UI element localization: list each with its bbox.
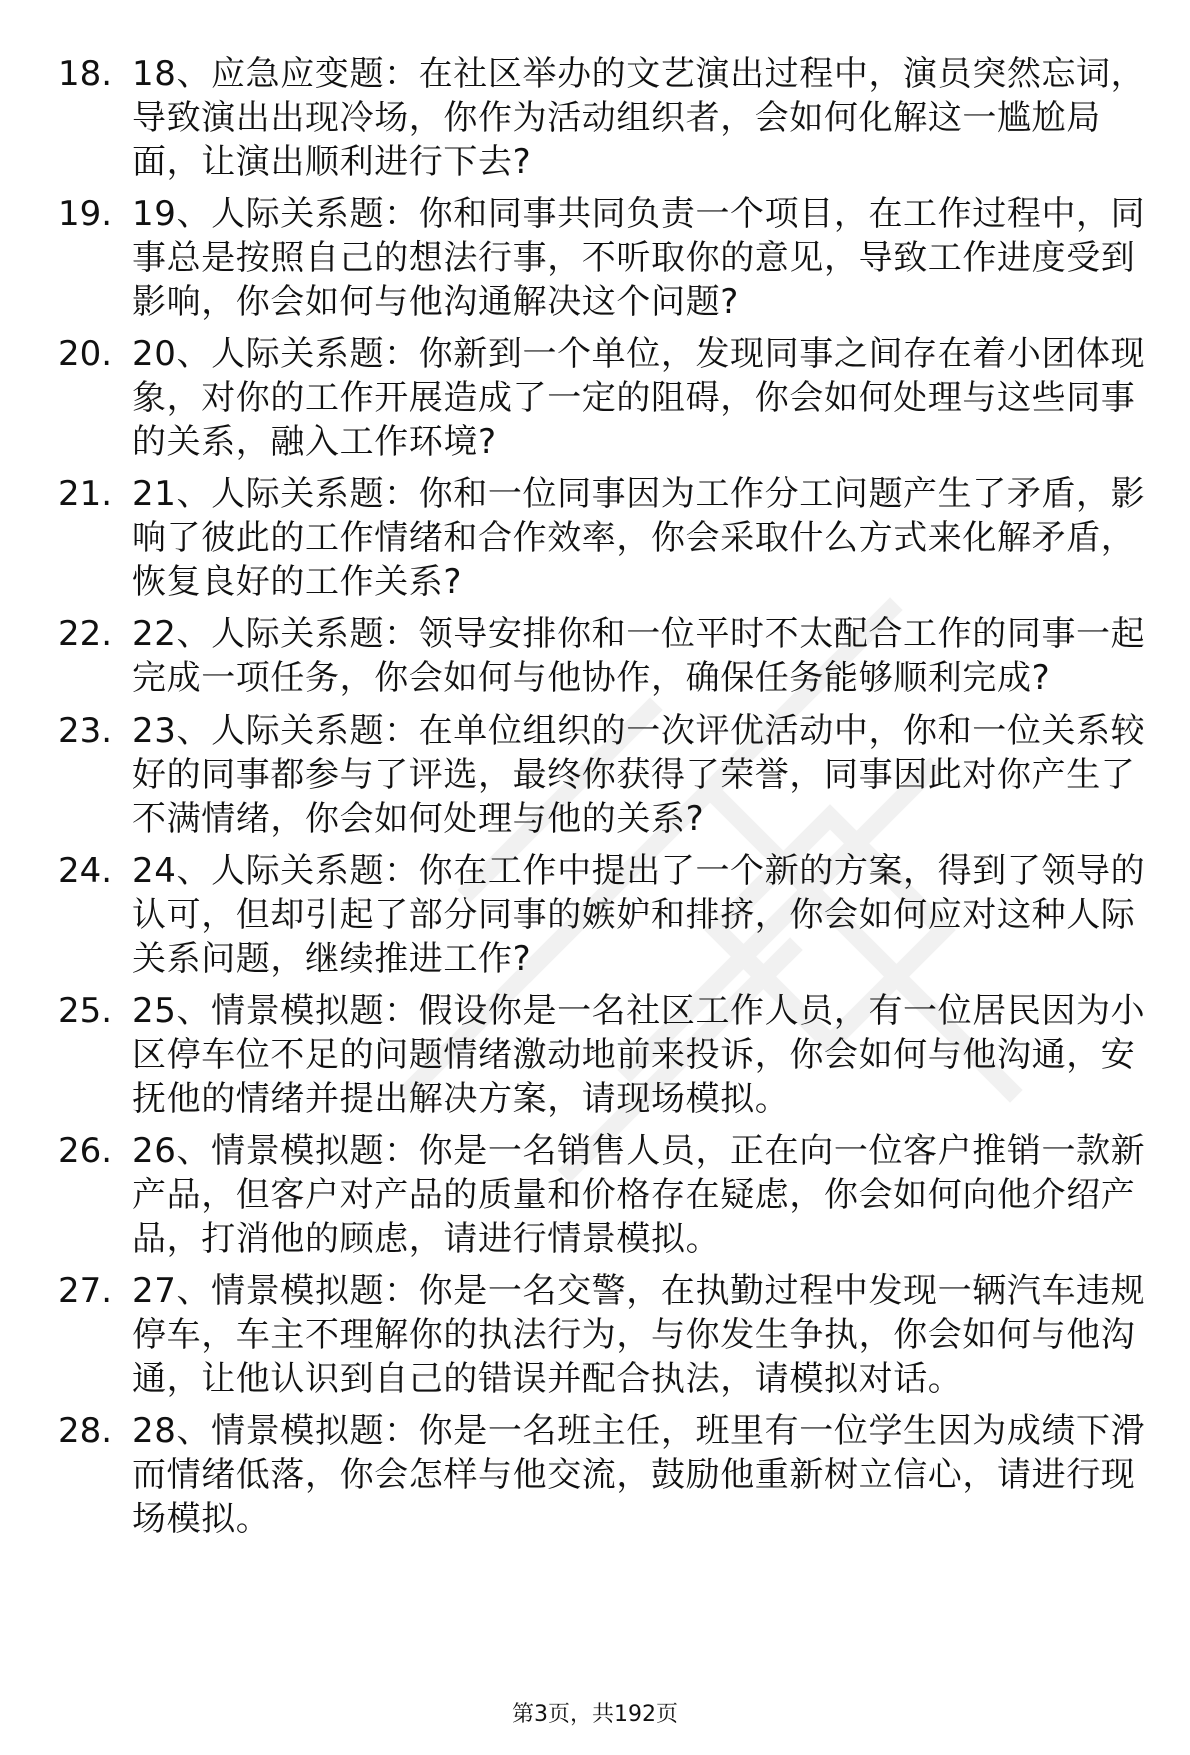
question-number: 25. — [58, 991, 113, 1031]
question-number: 27. — [58, 1271, 113, 1311]
question-number: 18. — [58, 54, 113, 94]
question-text: 20、人际关系题：你新到一个单位，发现同事之间存在着小团体现象，对你的工作开展造成了一定的阻碍，你会如何处理与这些同事的关系，融入工作环境? — [132, 334, 1146, 462]
question-number: 28. — [58, 1411, 113, 1451]
question-item-20 — [0, 332, 1190, 472]
question-text: 22、人际关系题：领导安排你和一位平时不太配合工作的同事一起完成一项任务，你会如何与他协作，确保任务能够顺利完成? — [132, 614, 1146, 698]
question-number: 20. — [58, 334, 113, 374]
question-list — [0, 52, 1190, 1549]
question-text: 23、人际关系题：在单位组织的一次评优活动中，你和一位关系较好的同事都参与了评选，最终你获得了荣誉，同事因此对你产生了不满情绪，你会如何处理与他的关系? — [132, 711, 1146, 839]
question-number: 23. — [58, 711, 113, 751]
question-text: 19、人际关系题：你和同事共同负责一个项目，在工作过程中，同事总是按照自己的想法行事，不听取你的意见，导致工作进度受到影响，你会如何与他沟通解决这个问题? — [132, 194, 1146, 322]
question-number: 21. — [58, 474, 113, 514]
question-item-27 — [0, 1269, 1190, 1409]
question-number: 24. — [58, 851, 113, 891]
question-item-23 — [0, 709, 1190, 849]
question-text: 24、人际关系题：你在工作中提出了一个新的方案，得到了领导的认可，但却引起了部分同事的嫉妒和排挤，你会如何应对这种人际关系问题，继续推进工作? — [132, 851, 1146, 979]
page-footer — [0, 1700, 1190, 1730]
question-item-21 — [0, 472, 1190, 612]
question-text: 28、情景模拟题：你是一名班主任，班里有一位学生因为成绩下滑而情绪低落，你会怎样与他交流，鼓励他重新树立信心，请进行现场模拟。 — [132, 1411, 1146, 1539]
question-item-22 — [0, 612, 1190, 709]
question-text: 25、情景模拟题：假设你是一名社区工作人员，有一位居民因为小区停车位不足的问题情绪激动地前来投诉，你会如何与他沟通，安抚他的情绪并提出解决方案，请现场模拟。 — [132, 991, 1146, 1119]
question-item-19 — [0, 192, 1190, 332]
question-item-26 — [0, 1129, 1190, 1269]
question-number: 26. — [58, 1131, 113, 1171]
question-number: 22. — [58, 614, 113, 654]
question-item-28 — [0, 1409, 1190, 1549]
question-number: 19. — [58, 194, 113, 234]
question-text: 26、情景模拟题：你是一名销售人员，正在向一位客户推销一款新产品，但客户对产品的质量和价格存在疑虑，你会如何向他介绍产品，打消他的顾虑，请进行情景模拟。 — [132, 1131, 1146, 1259]
question-text: 27、情景模拟题：你是一名交警，在执勤过程中发现一辆汽车违规停车，车主不理解你的执法行为，与你发生争执，你会如何与他沟通，让他认识到自己的错误并配合执法，请模拟对话。 — [132, 1271, 1146, 1399]
question-text: 18、应急应变题：在社区举办的文艺演出过程中，演员突然忘词，导致演出出现冷场，你作为活动组织者，会如何化解这一尴尬局面，让演出顺利进行下去? — [132, 54, 1146, 182]
question-item-18 — [0, 52, 1190, 192]
question-text: 21、人际关系题：你和一位同事因为工作分工问题产生了矛盾，影响了彼此的工作情绪和合作效率，你会采取什么方式来化解矛盾，恢复良好的工作关系? — [132, 474, 1146, 602]
question-item-25 — [0, 989, 1190, 1129]
page-number-label: 第3页，共192页 — [512, 1702, 678, 1727]
question-item-24 — [0, 849, 1190, 989]
